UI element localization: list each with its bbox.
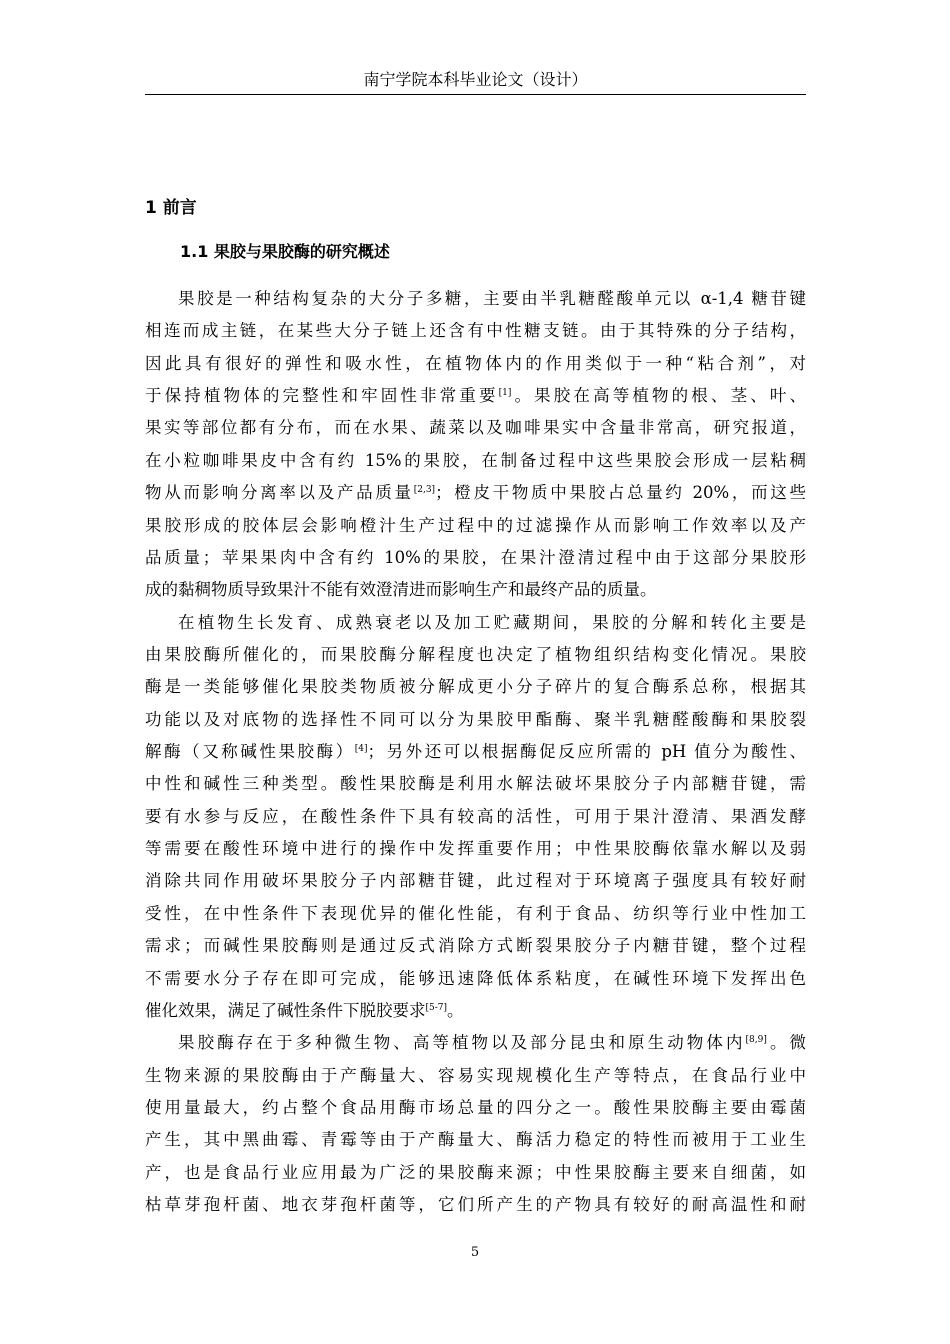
paragraph-2-line: 等需要在酸性环境中进行的操作中发挥重要作用；中性果胶酶依靠水解以及弱	[145, 839, 806, 859]
line-text: 果胶酶存在于多种微生物、高等植物以及部分昆虫和原生动物体内	[178, 1033, 746, 1053]
paragraph-2-line: 需求；而碱性果胶酶则是通过反式消除方式断裂果胶分子内糖苷键，整个过程	[145, 936, 806, 956]
paragraph-3-line: 生物来源的果胶酶由于产酶量大、容易实现规模化生产等特点，在食品行业中	[145, 1065, 806, 1085]
header-rule	[145, 94, 806, 95]
paragraph-2-line: 不需要水分子存在即可完成，能够迅速降低体系粘度，在碱性环境下发挥出色	[145, 968, 806, 988]
citation-superscript: [1]	[498, 388, 512, 399]
section-heading: 1 前言	[145, 198, 197, 218]
citation-superscript: [8,9]	[745, 1035, 767, 1046]
paragraph-1-line: 品质量；苹果果肉中含有约 10%的果胶，在果汁澄清过程中由于这部分果胶形	[145, 547, 806, 567]
paragraph-1-line	[145, 477, 806, 509]
paragraph-3-line: 枯草芽孢杆菌、地衣芽孢杆菌等，它们所产生的产物具有较好的耐高温性和耐	[145, 1195, 806, 1215]
page-header-title: 南宁学院本科毕业论文（设计）	[363, 70, 588, 89]
paragraph-3-line: 产生，其中黑曲霉、青霉等由于产酶量大、酶活力稳定的特性而被用于工业生	[145, 1130, 806, 1150]
paragraph-2-line: 消除共同作用破坏果胶分子内部糖苷键，此过程对于环境离子强度具有较好耐	[145, 871, 806, 891]
paragraph-1-line: 果实等部位都有分布，而在水果、蔬菜以及咖啡果实中含量非常高，研究报道，	[145, 418, 806, 438]
paragraph-2-line	[145, 736, 806, 768]
citation-superscript: [5-7]	[425, 1002, 448, 1013]
paragraph-3-line	[145, 1027, 806, 1059]
paragraph-1-line: 果胶形成的胶体层会影响橙汁生产过程中的过滤操作从而影响工作效率以及产	[145, 515, 806, 535]
paragraph-1-line: 果胶是一种结构复杂的大分子多糖，主要由半乳糖醛酸单元以 α-1,4 糖苷键	[178, 289, 806, 308]
line-text: ；另外还可以根据酶促反应所需的 pH 值分为酸性、	[367, 742, 806, 762]
paragraph-1-line	[145, 380, 806, 412]
line-text: 解酶（又称碱性果胶酶）	[145, 742, 355, 762]
subsection-heading: 1.1 果胶与果胶酶的研究概述	[180, 242, 390, 261]
line-text: 。果胶在高等植物的根、茎、叶、	[511, 386, 807, 406]
paragraph-3-line: 使用量最大，约占整个食品用酶市场总量的四分之一。酸性果胶酶主要由霉菌	[145, 1097, 806, 1117]
line-text: 。	[447, 1000, 464, 1020]
citation-superscript: [2,3]	[413, 485, 436, 496]
paragraph-1-line: 成的黏稠物质导致果汁不能有效澄清进而影响生产和最终产品的质量。	[145, 580, 657, 600]
paragraph-2-line: 中性和碱性三种类型。酸性果胶酶是利用水解法破坏果胶分子内部糖苷键，需	[145, 774, 806, 794]
paragraph-2-line	[145, 995, 806, 1027]
line-text: 物从而影响分离率以及产品质量	[145, 483, 414, 503]
line-text: 催化效果，满足了碱性条件下脱胶要求	[145, 1000, 426, 1020]
page-number: 5	[470, 1245, 480, 1260]
paragraph-2-line: 要有水参与反应，在酸性条件下具有较高的活性，可用于果汁澄清、果酒发酵	[145, 806, 806, 826]
paragraph-2-line: 由果胶酶所催化的，而果胶酶分解程度也决定了植物组织结构变化情况。果胶	[145, 644, 806, 664]
paragraph-2-line: 受性，在中性条件下表现优异的催化性能，有利于食品、纺织等行业中性加工	[145, 903, 806, 923]
citation-superscript: [4]	[354, 744, 368, 755]
paragraph-2-line: 功能以及对底物的选择性不同可以分为果胶甲酯酶、聚半乳糖醛酸酶和果胶裂	[145, 709, 806, 729]
paragraph-1-line: 相连而成主链，在某些大分子链上还含有中性糖支链。由于其特殊的分子结构，	[145, 321, 806, 341]
paragraph-1-line: 在小粒咖啡果皮中含有约 15%的果胶，在制备过程中这些果胶会形成一层粘稠	[145, 450, 806, 470]
paragraph-2-line: 在植物生长发育、成熟衰老以及加工贮藏期间，果胶的分解和转化主要是	[178, 612, 806, 632]
line-text: ；橙皮干物质中果胶占总量约 20%，而这些	[435, 483, 807, 503]
paragraph-1-line: 因此具有很好的弹性和吸水性，在植物体内的作用类似于一种“粘合剂”，对	[145, 353, 806, 373]
paragraph-3-line: 产，也是食品行业应用最为广泛的果胶酶来源；中性果胶酶主要来自细菌，如	[145, 1162, 806, 1182]
body-text	[145, 283, 806, 1221]
line-text: 于保持植物体的完整性和牢固性非常重要	[145, 386, 499, 406]
line-text: 。微	[766, 1033, 807, 1053]
paragraph-2-line: 酶是一类能够催化果胶类物质被分解成更小分子碎片的复合酶系总称，根据其	[145, 677, 806, 697]
